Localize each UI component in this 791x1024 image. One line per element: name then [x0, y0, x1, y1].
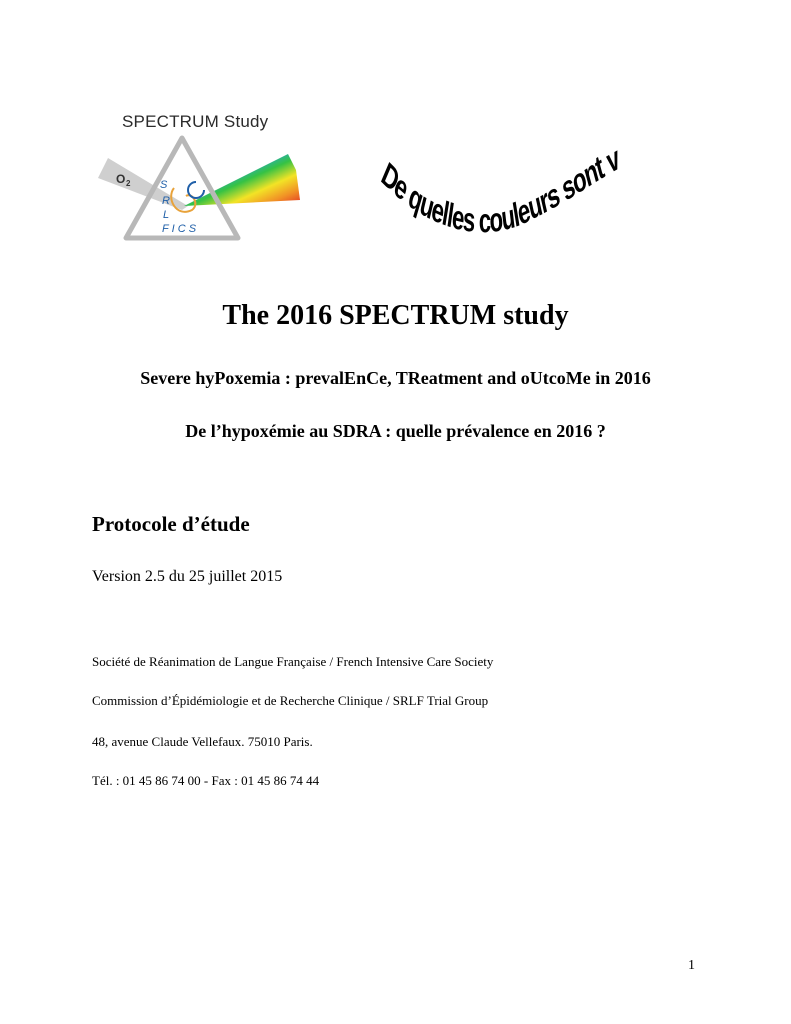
- page-number: 1: [688, 958, 695, 973]
- slogan-banner: [370, 140, 680, 240]
- document-title: The 2016 SPECTRUM study: [222, 300, 569, 331]
- o2-label: O: [116, 172, 126, 186]
- slogan-text: De quelles couleurs sont v: [376, 140, 623, 240]
- info-line-address: 48, avenue Claude Vellefaux. 75010 Paris.: [92, 734, 313, 749]
- logo-letter-l: L: [163, 209, 170, 221]
- logo-letters-fics: F I C S: [162, 223, 197, 235]
- prism-logo-graphic: [96, 108, 316, 248]
- section-heading: Protocole d’étude: [92, 512, 250, 536]
- subtitle-english: Severe hyPoxemia : prevalEnCe, TReatment and oUtcoMe in 2016: [140, 368, 651, 388]
- version-line: Version 2.5 du 25 juillet 2015: [92, 568, 283, 585]
- info-line-commission: Commission d’Épidémiologie et de Recherche Clinique / SRLF Trial Group: [92, 693, 489, 708]
- info-line-phone: Tél. : 01 45 86 74 00 - Fax : 01 45 86 74 44: [92, 773, 320, 788]
- circular-arrow-icon: [188, 182, 204, 198]
- info-line-society: Société de Réanimation de Langue Française / French Intensive Care Society: [92, 654, 494, 669]
- logo-letter-r: R: [162, 195, 170, 207]
- incoming-beam: [98, 158, 188, 210]
- o2-subscript: 2: [126, 179, 131, 188]
- logo-title: SPECTRUM Study: [122, 112, 269, 131]
- spectrum-fan: [184, 154, 300, 206]
- logo-letter-s: S: [160, 179, 168, 191]
- spectrum-logo: [96, 108, 316, 248]
- subtitle-french: De l’hypoxémie au SDRA : quelle prévalence en 2016 ?: [185, 421, 606, 441]
